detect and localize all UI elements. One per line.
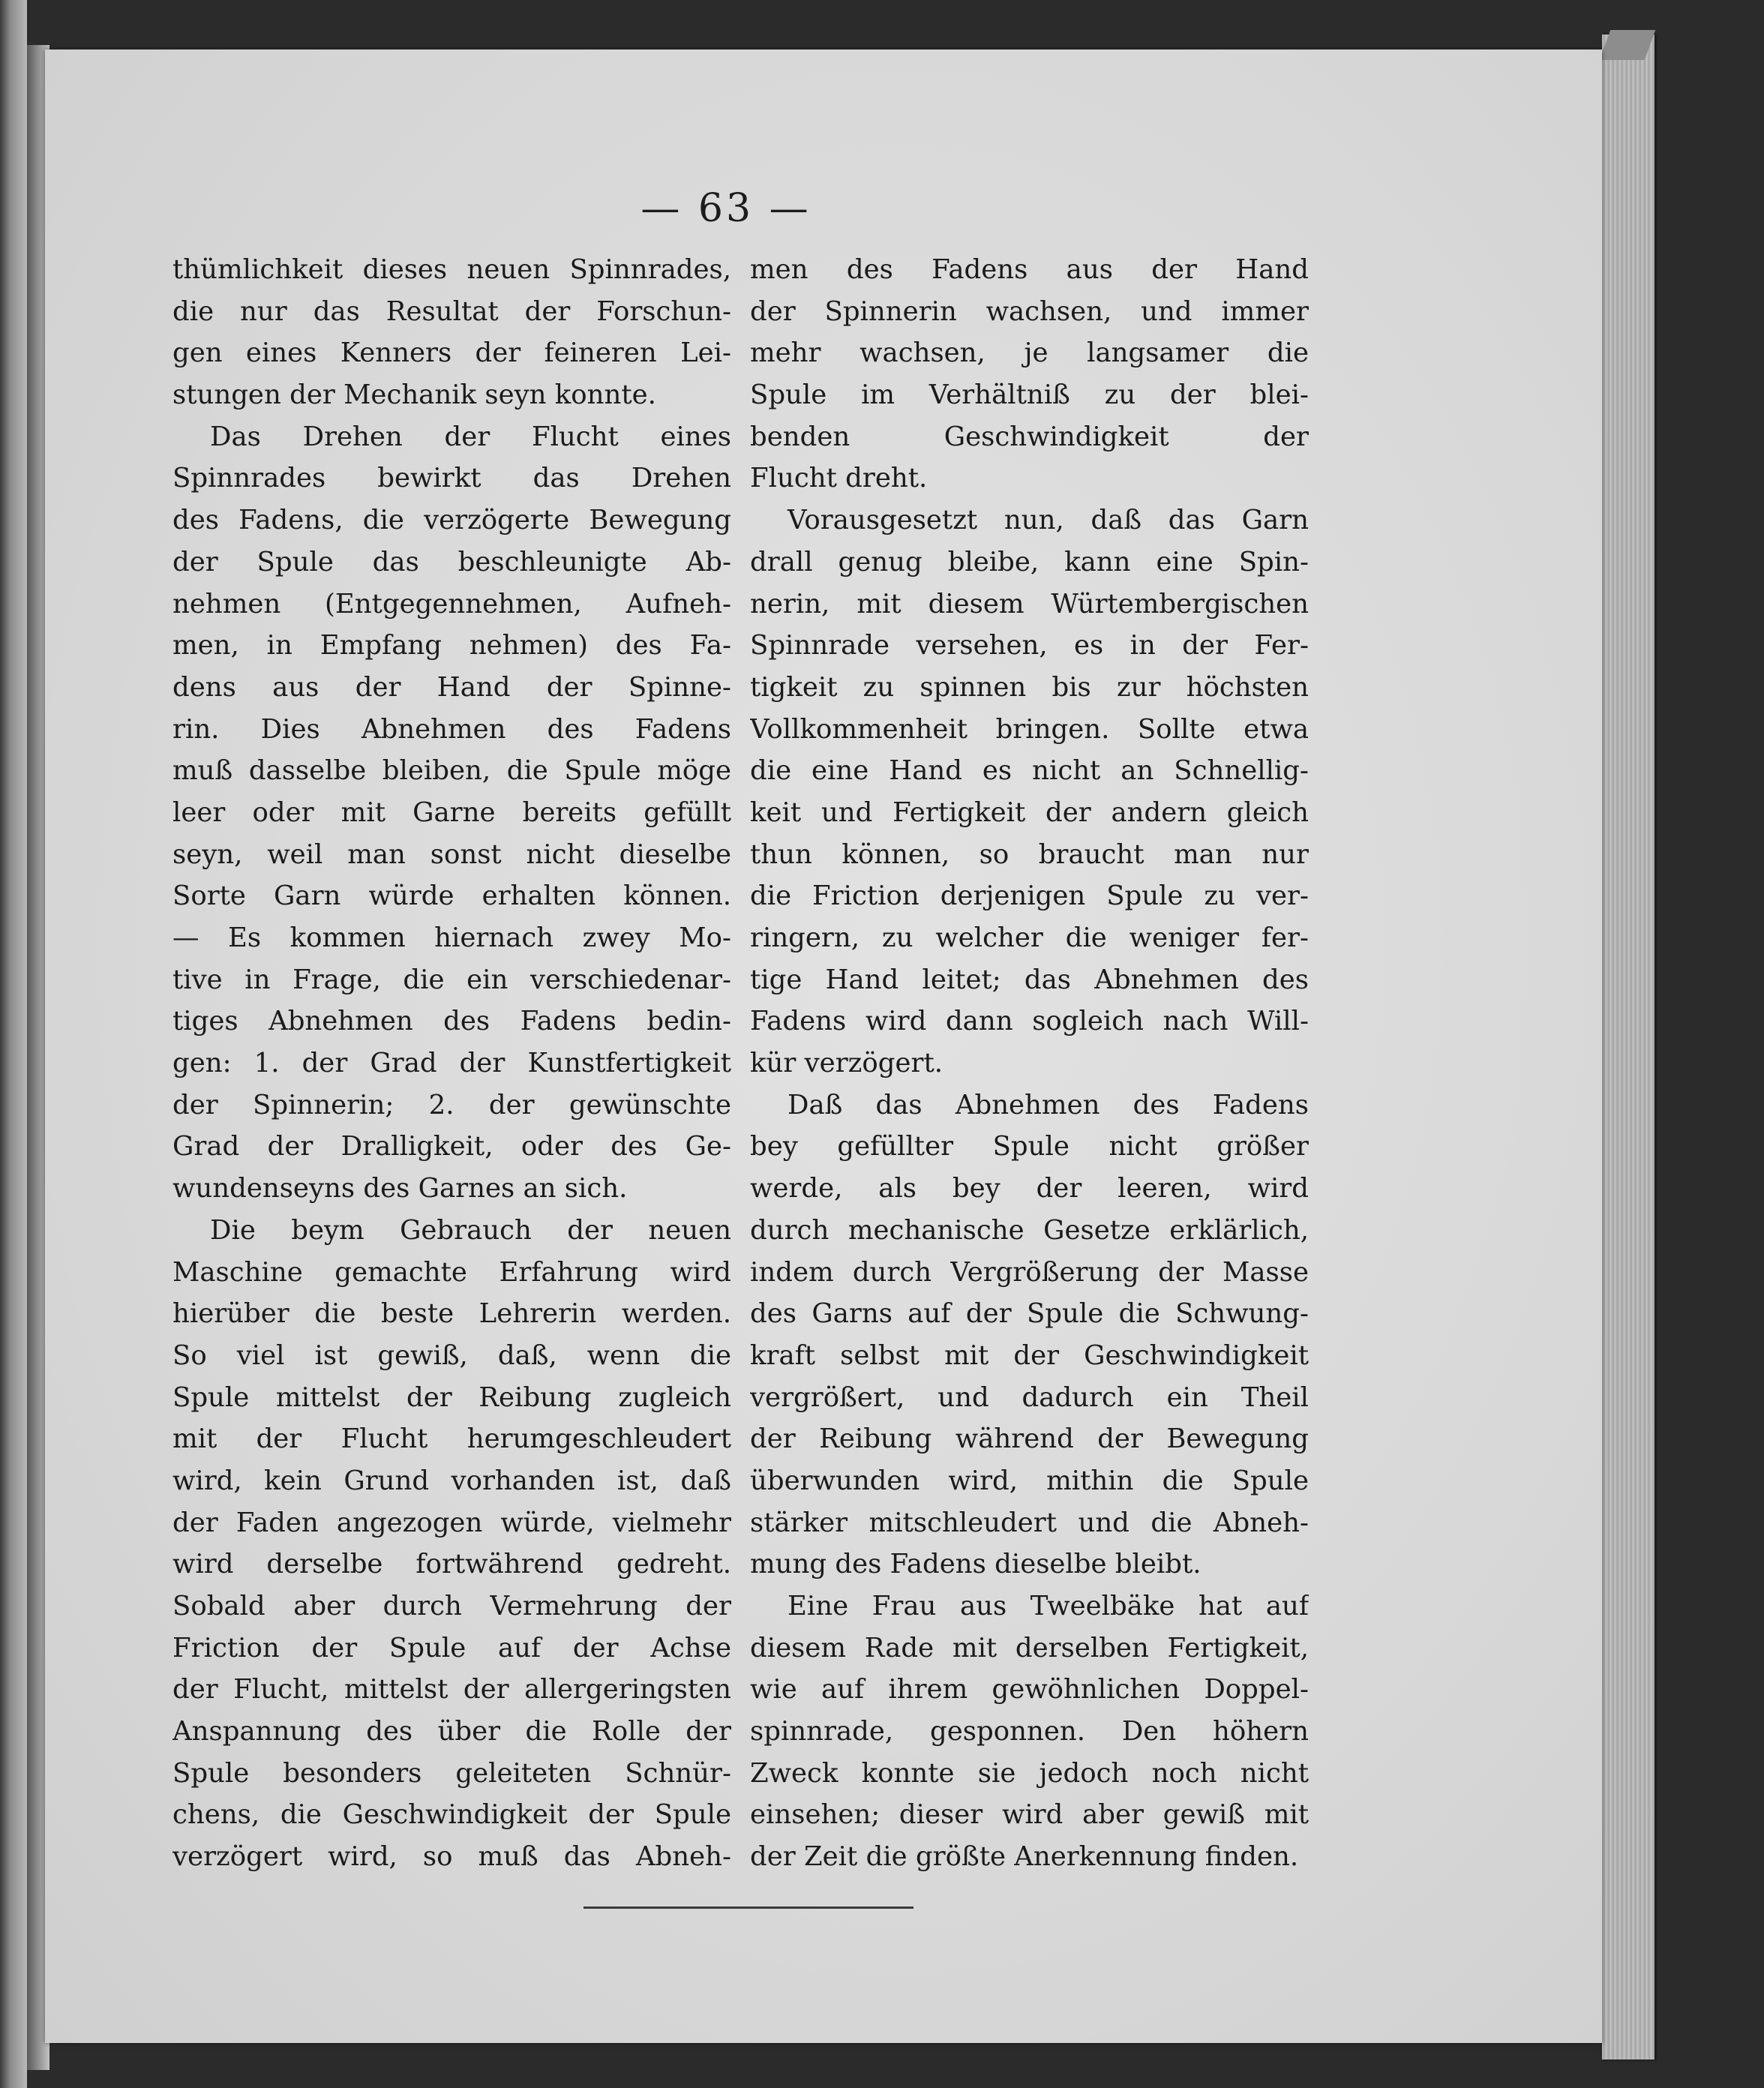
text-line: des Garns auf der Spule die Schwung- [750, 1298, 1309, 1330]
text-line: Spinnrade versehen, es in der Fer- [750, 630, 1309, 662]
text-line: einsehen; dieser wird aber gewiß mit [750, 1799, 1309, 1831]
text-line: Sobald aber durch Vermehrung der [172, 1591, 731, 1622]
end-rule [584, 1906, 914, 1909]
text-line: wie auf ihrem gewöhnlichen Doppel- [750, 1674, 1309, 1706]
text-line: Daß das Abnehmen des Fadens [788, 1089, 1309, 1120]
text-line: men des Fadens aus der Hand [750, 254, 1309, 285]
text-line: Spule besonders geleiteten Schnür- [172, 1757, 731, 1789]
text-line: — Es kommen hiernach zwey Mo- [172, 922, 731, 953]
text-line: Spule im Verhältniß zu der blei- [750, 380, 1309, 411]
text-line: So viel ist gewiß, daß, wenn die [172, 1340, 731, 1371]
text-line: tive in Frage, die ein verschiedenar- [172, 964, 731, 995]
text-line: stungen der Mechanik seyn konnte. [172, 380, 656, 411]
text-line: rin. Dies Abnehmen des Fadens [172, 713, 731, 745]
text-line: des Fadens, die verzögerte Bewegung [172, 505, 731, 536]
text-line: Friction der Spule auf der Achse [172, 1632, 731, 1664]
text-line: der Spinnerin; 2. der gewünschte [172, 1089, 731, 1120]
text-line: verzögert wird, so muß das Abneh- [172, 1841, 731, 1873]
text-line: Vollkommenheit bringen. Sollte etwa [750, 713, 1309, 745]
text-line: Zweck konnte sie jedoch noch nicht [750, 1757, 1309, 1789]
text-line: der Spule das beschleunigte Ab- [172, 546, 731, 578]
text-line: mehr wachsen, je langsamer die [750, 338, 1309, 369]
text-line: ringern, zu welcher die weniger fer- [750, 922, 1309, 953]
text-line: leer oder mit Garne bereits gefüllt [172, 796, 731, 828]
text-line: wundenseyns des Garnes an sich. [172, 1173, 628, 1204]
text-line: dens aus der Hand der Spinne- [172, 671, 731, 703]
text-line: überwunden wird, mithin die Spule [750, 1465, 1309, 1496]
text-line: nehmen (Entgegennehmen, Aufneh- [172, 588, 731, 620]
text-line: kür verzögert. [750, 1048, 943, 1079]
text-line: seyn, weil man sonst nicht dieselbe [172, 838, 731, 870]
text-line: thun können, so braucht man nur [750, 838, 1309, 870]
text-line: die nur das Resultat der Forschun- [172, 296, 731, 327]
text-line: tige Hand leitet; das Abnehmen des [750, 964, 1309, 995]
text-line: Die beym Gebrauch der neuen [210, 1214, 731, 1246]
text-line: gen: 1. der Grad der Kunstfertigkeit [172, 1048, 731, 1079]
text-line: keit und Fertigkeit der andern gleich [750, 796, 1309, 828]
text-line: werde, als bey der leeren, wird [750, 1173, 1309, 1204]
text-line: drall genug bleibe, kann eine Spin- [750, 546, 1309, 578]
text-line: men, in Empfang nehmen) des Fa- [172, 630, 731, 662]
text-line: der Spinnerin wachsen, und immer [750, 296, 1309, 327]
text-line: indem durch Vergrößerung der Masse [750, 1256, 1309, 1288]
text-line: nerin, mit diesem Würtembergischen [750, 588, 1309, 620]
text-line: Fadens wird dann sogleich nach Will- [750, 1006, 1309, 1037]
text-line: mit der Flucht herumgeschleudert [172, 1424, 731, 1455]
text-line: Das Drehen der Flucht eines [210, 421, 731, 452]
text-line: Flucht dreht. [750, 463, 928, 494]
text-line: bey gefüllter Spule nicht größer [750, 1131, 1309, 1162]
text-line: benden Geschwindigkeit der [750, 421, 1309, 452]
text-line: tiges Abnehmen des Fadens bedin- [172, 1006, 731, 1037]
text-line: Maschine gemachte Erfahrung wird [172, 1256, 731, 1288]
page-number: — 63 — [640, 186, 812, 231]
right-text-column [750, 249, 1309, 1878]
text-line: die Friction derjenigen Spule zu ver- [750, 880, 1309, 912]
text-line: der Faden angezogen würde, vielmehr [172, 1507, 731, 1538]
text-line: durch mechanische Gesetze erklärlich, [750, 1214, 1309, 1246]
text-line: mung des Fadens dieselbe bleibt. [750, 1549, 1202, 1580]
text-line: Sorte Garn würde erhalten können. [172, 880, 731, 912]
text-line: Anspannung des über die Rolle der [172, 1716, 731, 1748]
text-line: chens, die Geschwindigkeit der Spule [172, 1799, 731, 1831]
text-line: thümlichkeit dieses neuen Spinnrades, [172, 254, 731, 285]
text-line: stärker mitschleudert und die Abneh- [750, 1507, 1309, 1538]
text-line: wird, kein Grund vorhanden ist, daß [172, 1465, 731, 1496]
text-line: Eine Frau aus Tweelbäke hat auf [788, 1591, 1309, 1622]
text-line: vergrößert, und dadurch ein Theil [750, 1382, 1309, 1413]
text-line: tigkeit zu spinnen bis zur höchsten [750, 671, 1309, 703]
text-line: Spule mittelst der Reibung zugleich [172, 1382, 731, 1413]
text-line: der Reibung während der Bewegung [750, 1424, 1309, 1455]
text-line: Vorausgesetzt nun, daß das Garn [788, 505, 1309, 536]
text-line: der Zeit die größte Anerkennung finden. [750, 1841, 1299, 1873]
text-line: wird derselbe fortwährend gedreht. [172, 1549, 731, 1580]
text-line: kraft selbst mit der Geschwindigkeit [750, 1340, 1309, 1371]
text-line: hierüber die beste Lehrerin werden. [172, 1298, 731, 1330]
text-line: diesem Rade mit derselben Fertigkeit, [750, 1632, 1309, 1664]
text-line: Grad der Dralligkeit, oder des Ge- [172, 1131, 731, 1162]
text-line: gen eines Kenners der feineren Lei- [172, 338, 731, 369]
text-line: muß dasselbe bleiben, die Spule möge [172, 755, 731, 787]
left-text-column [172, 249, 731, 1878]
text-line: der Flucht, mittelst der allergeringsten [172, 1674, 731, 1706]
text-line: Spinnrades bewirkt das Drehen [172, 463, 731, 494]
text-line: spinnrade, gesponnen. Den höhern [750, 1716, 1309, 1748]
page-stack-edge [1602, 34, 1654, 2060]
text-line: die eine Hand es nicht an Schnellig- [750, 755, 1309, 787]
left-page-edge [0, 0, 27, 2088]
